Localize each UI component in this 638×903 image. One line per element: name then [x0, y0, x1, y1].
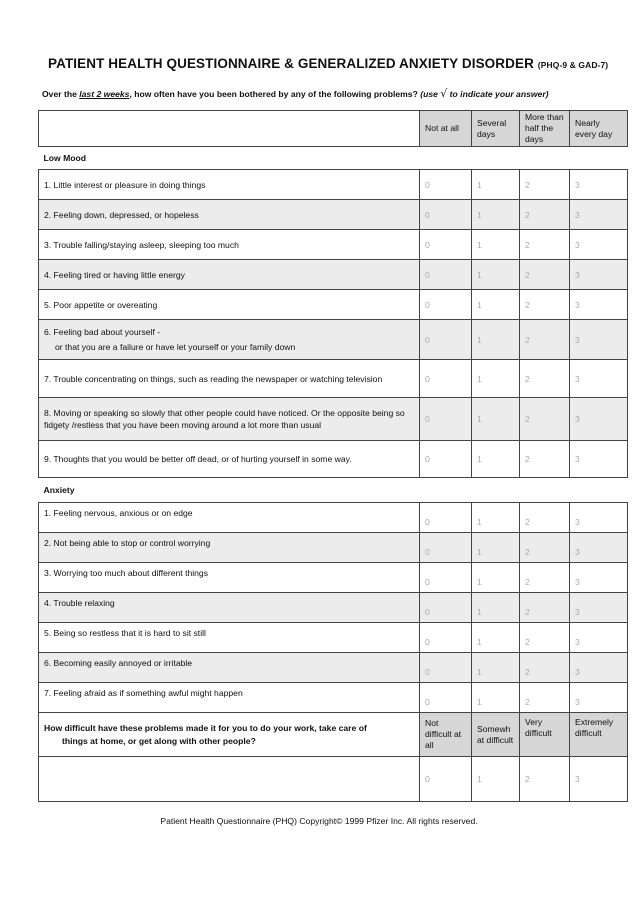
table-row	[39, 441, 628, 478]
section-anxiety	[39, 478, 628, 503]
instr-period: last 2 weeks	[79, 89, 130, 99]
score-not-at-all[interactable]: 0	[420, 441, 472, 478]
score-several-days[interactable]: 1	[472, 230, 520, 260]
score-more-than-half[interactable]: 2	[520, 170, 570, 200]
question-text: 4. Feeling tired or having little energy	[39, 260, 420, 290]
score-more-than-half[interactable]: 2	[520, 230, 570, 260]
question-text: 7. Feeling afraid as if something awful might happen	[39, 683, 420, 713]
score-several-days[interactable]: 1	[472, 398, 520, 441]
table-row	[39, 200, 628, 230]
score-somewhat-difficult[interactable]: 1	[472, 757, 520, 802]
score-more-than-half[interactable]: 2	[520, 290, 570, 320]
score-several-days[interactable]: 1	[472, 290, 520, 320]
question-text: 1. Feeling nervous, anxious or on edge	[39, 503, 420, 533]
difficulty-line-1: How difficult have these problems made it for you to do your work, take care of	[44, 722, 367, 733]
question-text: 9. Thoughts that you would be better off dead, or of hurting yourself in some way.	[39, 441, 420, 478]
score-nearly-every-day[interactable]: 3	[570, 360, 628, 398]
score-not-at-all[interactable]: 0	[420, 683, 472, 713]
score-more-than-half[interactable]: 2	[520, 533, 570, 563]
header-more-than-half: More than half the days	[520, 111, 570, 147]
score-nearly-every-day[interactable]: 3	[570, 170, 628, 200]
score-nearly-every-day[interactable]: 3	[570, 230, 628, 260]
score-not-at-all[interactable]: 0	[420, 230, 472, 260]
header-row	[39, 111, 628, 147]
instr-italic-a: (use	[420, 89, 441, 99]
score-nearly-every-day[interactable]: 3	[570, 623, 628, 653]
table-row	[39, 290, 628, 320]
table-row	[39, 563, 628, 593]
score-nearly-every-day[interactable]: 3	[570, 503, 628, 533]
difficulty-option-not: Not difficult at all	[420, 713, 472, 757]
score-more-than-half[interactable]: 2	[520, 200, 570, 230]
question-text	[39, 320, 420, 360]
score-several-days[interactable]: 1	[472, 533, 520, 563]
page-title	[48, 56, 608, 71]
score-nearly-every-day[interactable]: 3	[570, 260, 628, 290]
question-text: 4. Trouble relaxing	[39, 593, 420, 623]
score-several-days[interactable]: 1	[472, 441, 520, 478]
score-nearly-every-day[interactable]: 3	[570, 653, 628, 683]
score-nearly-every-day[interactable]: 3	[570, 683, 628, 713]
table-row	[39, 653, 628, 683]
difficulty-header-row	[39, 713, 628, 757]
table-row	[39, 230, 628, 260]
score-more-than-half[interactable]: 2	[520, 360, 570, 398]
score-more-than-half[interactable]: 2	[520, 593, 570, 623]
copyright-footer: Patient Health Questionnaire (PHQ) Copyright© 1999 Pfizer Inc. All rights reserved.	[160, 816, 478, 826]
instr-italic-b: to indicate your answer)	[447, 89, 549, 99]
score-not-at-all[interactable]: 0	[420, 593, 472, 623]
score-nearly-every-day[interactable]: 3	[570, 290, 628, 320]
instr-pre: Over the	[42, 89, 80, 99]
score-very-difficult[interactable]: 2	[520, 757, 570, 802]
header-several-days: Several days	[472, 111, 520, 147]
score-not-difficult[interactable]: 0	[420, 757, 472, 802]
score-several-days[interactable]: 1	[472, 260, 520, 290]
score-more-than-half[interactable]: 2	[520, 683, 570, 713]
score-not-at-all[interactable]: 0	[420, 398, 472, 441]
score-several-days[interactable]: 1	[472, 593, 520, 623]
table-row	[39, 623, 628, 653]
score-nearly-every-day[interactable]: 3	[570, 563, 628, 593]
section-low-mood	[39, 147, 628, 170]
table-row	[39, 503, 628, 533]
score-nearly-every-day[interactable]: 3	[570, 320, 628, 360]
question-text: 2. Feeling down, depressed, or hopeless	[39, 200, 420, 230]
question-text: 2. Not being able to stop or control worrying	[39, 533, 420, 563]
score-not-at-all[interactable]: 0	[420, 653, 472, 683]
score-more-than-half[interactable]: 2	[520, 503, 570, 533]
score-not-at-all[interactable]: 0	[420, 170, 472, 200]
score-not-at-all[interactable]: 0	[420, 623, 472, 653]
score-nearly-every-day[interactable]: 3	[570, 593, 628, 623]
difficulty-option-extremely: Extremely difficult	[570, 713, 628, 757]
score-more-than-half[interactable]: 2	[520, 320, 570, 360]
score-several-days[interactable]: 1	[472, 563, 520, 593]
difficulty-option-very: Very difficult	[520, 713, 570, 757]
title-text: PATIENT HEALTH QUESTIONNAIRE & GENERALIZED ANXIETY DISORDER	[48, 56, 534, 71]
score-not-at-all[interactable]: 0	[420, 503, 472, 533]
score-nearly-every-day[interactable]: 3	[570, 441, 628, 478]
instr-mid: , how often have you been bothered by any of the following problems?	[129, 89, 421, 99]
check-mark-icon: √	[440, 87, 448, 100]
question-text: 3. Trouble falling/staying asleep, sleeping too much	[39, 230, 420, 260]
score-several-days[interactable]: 1	[472, 200, 520, 230]
score-not-at-all[interactable]: 0	[420, 320, 472, 360]
score-not-at-all[interactable]: 0	[420, 260, 472, 290]
score-more-than-half[interactable]: 2	[520, 441, 570, 478]
score-more-than-half[interactable]: 2	[520, 623, 570, 653]
table-row	[39, 683, 628, 713]
score-more-than-half[interactable]: 2	[520, 398, 570, 441]
score-more-than-half[interactable]: 2	[520, 563, 570, 593]
score-more-than-half[interactable]: 2	[520, 653, 570, 683]
title-suffix: (PHQ-9 & GAD-7)	[537, 60, 609, 70]
question-text: 3. Worrying too much about different things	[39, 563, 420, 593]
score-several-days[interactable]: 1	[472, 170, 520, 200]
table-row	[39, 360, 628, 398]
question-text: 1. Little interest or pleasure in doing things	[39, 170, 420, 200]
question-text: 5. Poor appetite or overeating	[39, 290, 420, 320]
difficulty-line-2: things at home, or get along with other people?	[62, 735, 256, 746]
score-not-at-all[interactable]: 0	[420, 200, 472, 230]
header-blank	[39, 111, 420, 147]
question-text: 6. Becoming easily annoyed or irritable	[39, 653, 420, 683]
score-several-days[interactable]: 1	[472, 320, 520, 360]
score-not-at-all[interactable]: 0	[420, 360, 472, 398]
question-line-1: 6. Feeling bad about yourself -	[44, 327, 161, 337]
instructions	[42, 87, 549, 100]
score-several-days[interactable]: 1	[472, 683, 520, 713]
table-row	[39, 170, 628, 200]
score-not-at-all[interactable]: 0	[420, 533, 472, 563]
question-line-2: or that you are a failure or have let yourself or your family down	[55, 342, 296, 352]
question-text: 8. Moving or speaking so slowly that other people could have noticed. Or the opposite being so fidgety /restless that you have been moving around a lot more than usual	[39, 398, 420, 441]
score-more-than-half[interactable]: 2	[520, 260, 570, 290]
score-not-at-all[interactable]: 0	[420, 563, 472, 593]
score-extremely-difficult[interactable]: 3	[570, 757, 628, 802]
table-row	[39, 260, 628, 290]
difficulty-question	[39, 713, 420, 757]
score-several-days[interactable]: 1	[472, 360, 520, 398]
score-several-days[interactable]: 1	[472, 653, 520, 683]
difficulty-option-somewhat: Somewhat difficult	[472, 713, 520, 757]
table-row	[39, 533, 628, 563]
section-label: Low Mood	[39, 147, 628, 170]
table-row	[39, 398, 628, 441]
header-nearly-every-day: Nearly every day	[570, 111, 628, 147]
difficulty-answer-row	[39, 757, 628, 802]
score-nearly-every-day[interactable]: 3	[570, 398, 628, 441]
questionnaire-table	[38, 110, 628, 802]
score-not-at-all[interactable]: 0	[420, 290, 472, 320]
difficulty-blank	[39, 757, 420, 802]
table-row	[39, 593, 628, 623]
table-row	[39, 320, 628, 360]
question-text: 5. Being so restless that it is hard to sit still	[39, 623, 420, 653]
score-several-days[interactable]: 1	[472, 503, 520, 533]
section-label: Anxiety	[39, 478, 628, 503]
score-nearly-every-day[interactable]: 3	[570, 533, 628, 563]
header-not-at-all: Not at all	[420, 111, 472, 147]
score-nearly-every-day[interactable]: 3	[570, 200, 628, 230]
score-several-days[interactable]: 1	[472, 623, 520, 653]
question-text: 7. Trouble concentrating on things, such as reading the newspaper or watching television	[39, 360, 420, 398]
